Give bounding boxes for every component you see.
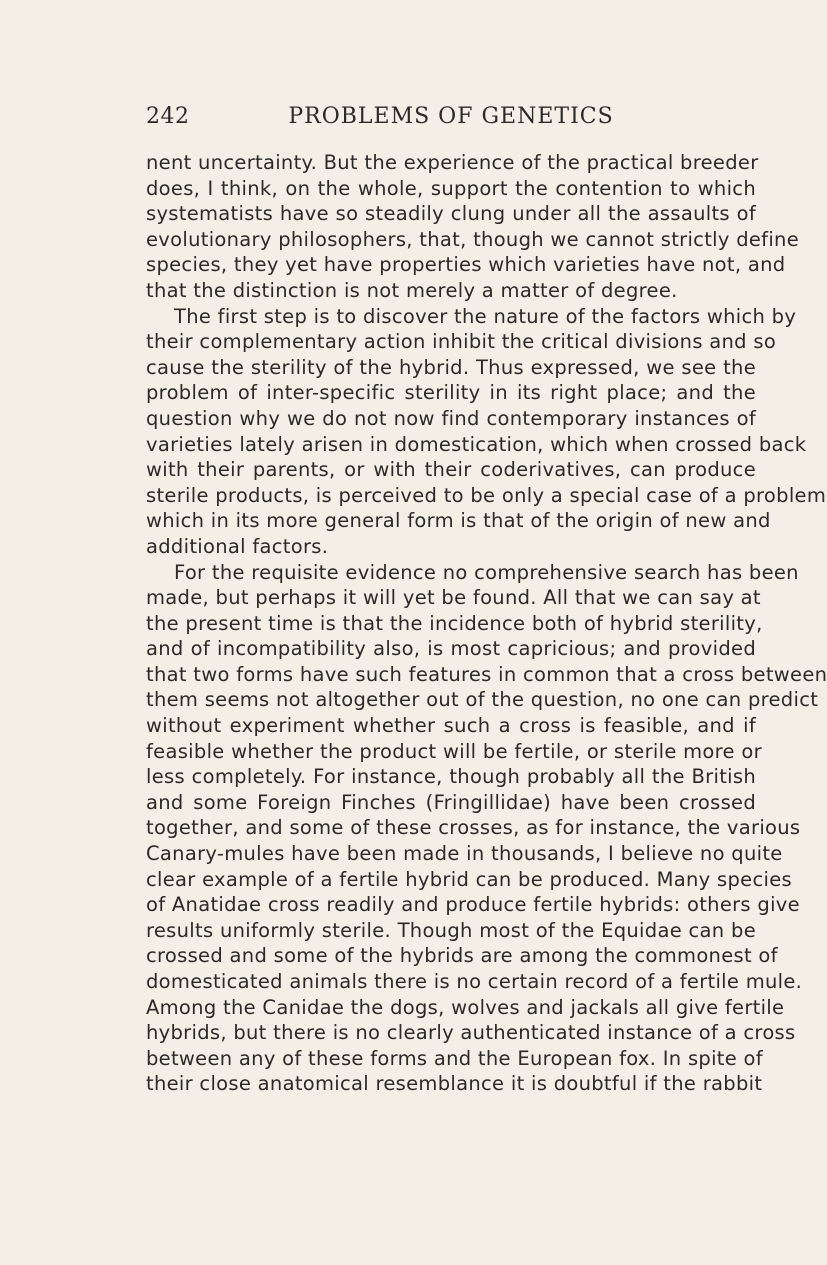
running-head: [146, 104, 756, 134]
text-line: question why we do not now find contemporary instances of: [146, 406, 756, 430]
text-line: the present time is that the incidence both of hybrid sterility,: [146, 611, 763, 635]
text-line: hybrids, but there is no clearly authenticated instance of a cross: [146, 1021, 796, 1045]
running-title: PROBLEMS OF GENETICS: [288, 104, 614, 129]
text-line: nent uncertainty. But the experience of the practical breeder: [146, 151, 759, 174]
text-line: their complementary action inhibit the critical divisions and so: [146, 330, 777, 354]
text-line: Among the Canidae the dogs, wolves and jackals all give fertile: [146, 995, 785, 1019]
text-line: and some Foreign Finches (Fringillidae) have been crossed: [146, 790, 756, 814]
text-line: The first step is to discover the nature of the factors which by: [174, 304, 797, 328]
body-text: [146, 150, 827, 1097]
text-line: For the requisite evidence no comprehensive search has been: [174, 560, 799, 584]
text-line: problem of inter-specific sterility in its right place; and the: [146, 381, 756, 405]
text-line: Canary-mules have been made in thousands, I believe no quite: [146, 842, 783, 866]
text-line: feasible whether the product will be fertile, or sterile more or: [146, 739, 762, 763]
text-line: and of incompatibility also, is most capricious; and provided: [146, 637, 756, 661]
text-line: together, and some of these crosses, as for instance, the various: [146, 816, 801, 840]
text-line: without experiment whether such a cross is feasible, and if: [146, 714, 756, 738]
text-line: that the distinction is not merely a matter of degree.: [146, 278, 678, 302]
text-line: that two forms have such features in common that a cross between: [146, 662, 827, 686]
text-line: less completely. For instance, though probably all the British: [146, 765, 756, 789]
text-line: between any of these forms and the European fox. In spite of: [146, 1046, 763, 1070]
text-line: with their parents, or with their coderivatives, can produce: [146, 458, 756, 482]
text-line: clear example of a fertile hybrid can be produced. Many species: [146, 867, 792, 891]
text-line: does, I think, on the whole, support the contention to which: [146, 176, 756, 200]
text-line: evolutionary philosophers, that, though we cannot strictly define: [146, 227, 800, 251]
text-line: species, they yet have properties which varieties have not, and: [146, 253, 786, 277]
text-line: results uniformly sterile. Though most of the Equidae can be: [146, 918, 756, 942]
text-line: domesticated animals there is no certain record of a fertile mule.: [146, 970, 803, 993]
text-line: additional factors.: [146, 534, 329, 558]
text-line: made, but perhaps it will yet be found. All that we can say at: [146, 586, 761, 610]
text-line: which in its more general form is that of the origin of new and: [146, 509, 771, 533]
text-line: systematists have so steadily clung under all the assaults of: [146, 202, 756, 226]
text-line: them seems not altogether out of the question, no one can predict: [146, 688, 819, 712]
text-line: cause the sterility of the hybrid. Thus expressed, we see the: [146, 355, 756, 379]
text-line: of Anatidae cross readily and produce fertile hybrids: others give: [146, 893, 800, 917]
text-line: varieties lately arisen in domestication, which when crossed back: [146, 432, 807, 456]
page-number: 242: [146, 104, 190, 129]
text-line: crossed and some of the hybrids are among the commonest of: [146, 944, 778, 968]
text-line: their close anatomical resemblance it is doubtful if the rabbit: [146, 1072, 763, 1096]
text-line: sterile products, is perceived to be only a special case of a problem: [146, 483, 827, 507]
